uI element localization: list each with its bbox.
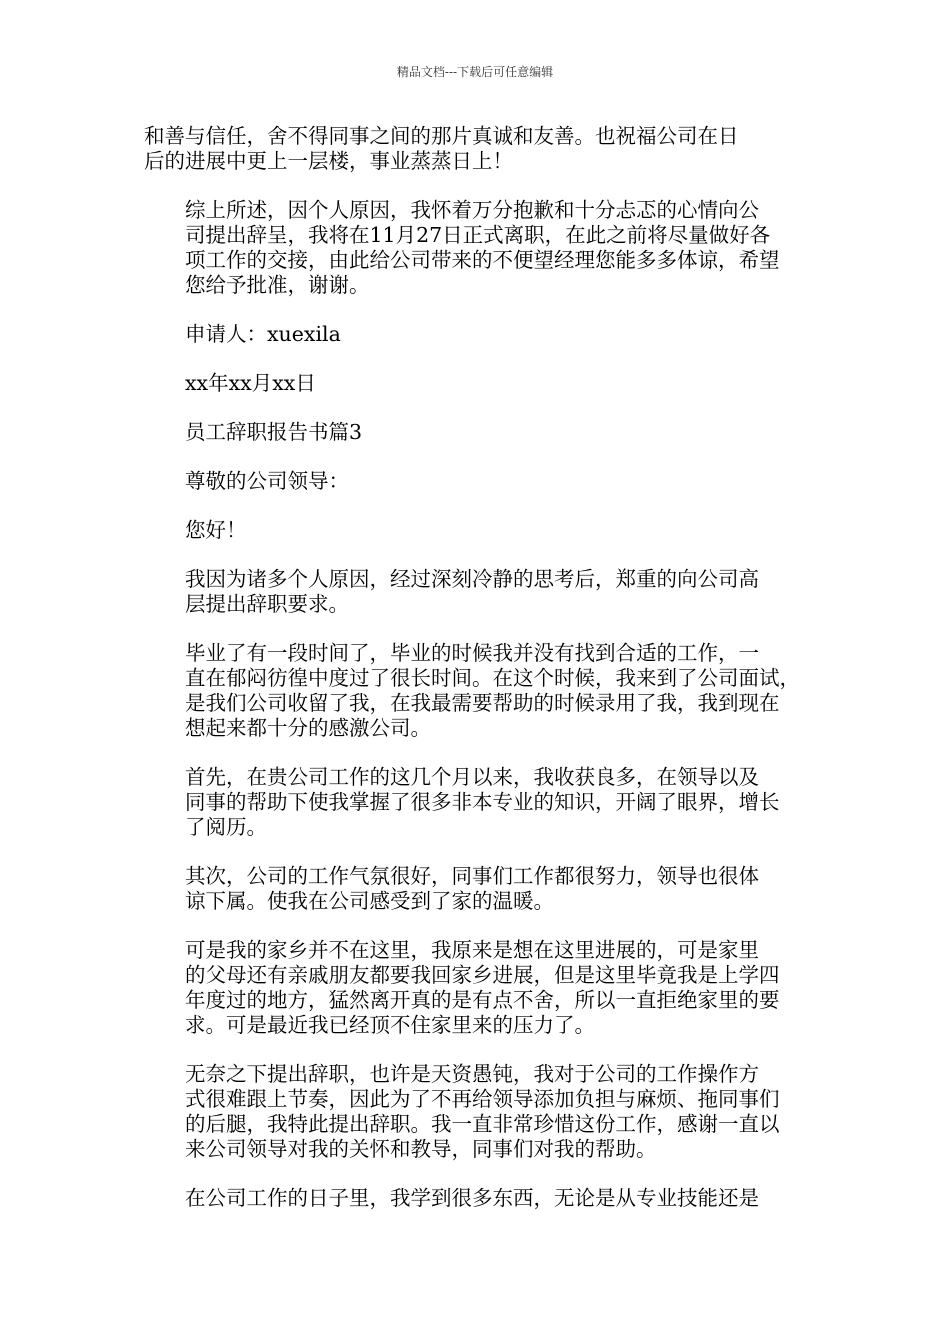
paragraph-line: 式很难跟上节奏，因此为了不再给领导添加负担与麻烦、拖同事们 — [185, 1087, 780, 1111]
paragraph-line: 在公司工作的日子里，我学到很多东西，无论是从专业技能还是 — [185, 1186, 759, 1210]
paragraph — [144, 1062, 806, 1162]
paragraph-line: 司提出辞呈，我将在11月27日正式离职，在此之前将尽量做好各 — [185, 223, 771, 247]
paragraph — [144, 371, 806, 396]
paragraph — [144, 198, 806, 298]
paragraph-line: 申请人：xuexila — [185, 322, 341, 346]
paragraph — [144, 641, 806, 741]
page-header: 精品文档---下载后可任意编辑 — [396, 65, 554, 79]
paragraph — [144, 938, 806, 1038]
paragraph — [144, 322, 806, 347]
paragraph — [144, 124, 806, 174]
paragraph-line: 可是我的家乡并不在这里，我原来是想在这里进展的，可是家里 — [185, 938, 759, 962]
paragraph — [144, 420, 806, 445]
paragraph-line: 层提出辞职要求。 — [185, 592, 349, 616]
paragraph-line: 毕业了有一段时间了，毕业的时候我并没有找到合适的工作，一 — [185, 641, 759, 665]
paragraph-line: 求。可是最近我已经顶不住家里来的压力了。 — [185, 1013, 595, 1037]
paragraph-line: 综上所述，因个人原因，我怀着万分抱歉和十分忐忑的心情向公 — [185, 198, 759, 222]
paragraph-line: 来公司领导对我的关怀和教导，同事们对我的帮助。 — [185, 1137, 657, 1161]
paragraph-line: 员工辞职报告书篇3 — [185, 420, 363, 444]
paragraph — [144, 469, 806, 494]
paragraph — [144, 567, 806, 617]
paragraph-line: 项工作的交接，由此给公司带来的不便望经理您能多多体谅，希望 — [185, 248, 780, 272]
paragraph-line: xx年xx月xx日 — [185, 371, 316, 395]
paragraph-line: 您好！ — [185, 518, 247, 542]
paragraph-line: 想起来都十分的感激公司。 — [185, 716, 431, 740]
paragraph-line: 我因为诸多个人原因，经过深刻冷静的思考后，郑重的向公司高 — [185, 567, 759, 591]
paragraph — [144, 765, 806, 840]
paragraph-line: 和善与信任，舍不得同事之间的那片真诚和友善。也祝福公司在日 — [144, 124, 739, 148]
paragraph-line: 同事的帮助下使我掌握了很多非本专业的知识，开阔了眼界，增长 — [185, 790, 780, 814]
paragraph-line: 了阅历。 — [185, 815, 267, 839]
paragraph — [144, 518, 806, 543]
paragraph-line: 您给予批准，谢谢。 — [185, 273, 370, 297]
paragraph-line: 其次，公司的工作气氛很好，同事们工作都很努力，领导也很体 — [185, 864, 759, 888]
paragraph-line: 后的进展中更上一层楼，事业蒸蒸日上！ — [144, 149, 513, 173]
paragraph-line: 年度过的地方，猛然离开真的是有点不舍，所以一直拒绝家里的要 — [185, 988, 780, 1012]
paragraph-line: 是我们公司收留了我，在我最需要帮助的时候录用了我，我到现在 — [185, 691, 780, 715]
document-body — [144, 124, 806, 1235]
paragraph — [144, 1186, 806, 1211]
paragraph — [144, 864, 806, 914]
paragraph-line: 的后腿，我特此提出辞职。我一直非常珍惜这份工作，感谢一直以 — [185, 1112, 780, 1136]
paragraph-line: 尊敬的公司领导： — [185, 469, 349, 493]
paragraph-line: 无奈之下提出辞职，也许是天资愚钝，我对于公司的工作操作方 — [185, 1062, 759, 1086]
paragraph-line: 谅下属。使我在公司感受到了家的温暖。 — [185, 889, 554, 913]
paragraph-line: 首先，在贵公司工作的这几个月以来，我收获良多，在领导以及 — [185, 765, 759, 789]
paragraph-line: 直在郁闷彷徨中度过了很长时间。在这个时候，我来到了公司面试， — [185, 666, 800, 690]
paragraph-line: 的父母还有亲戚朋友都要我回家乡进展，但是这里毕竟我是上学四 — [185, 963, 780, 987]
